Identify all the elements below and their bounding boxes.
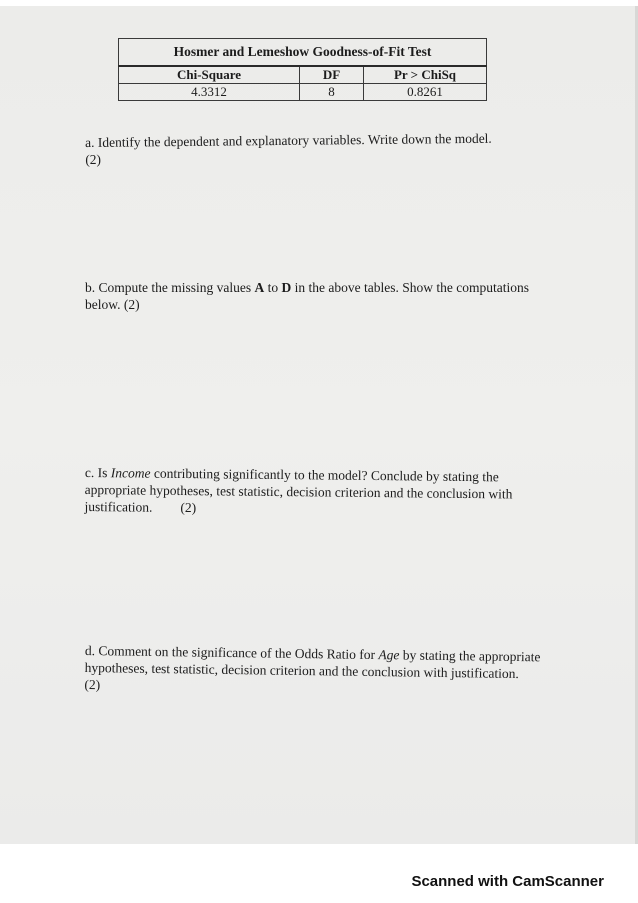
question-d-text-2: by stating the appropriate hypotheses, test statistic, decision criterion and the conclusion with justification. (84, 647, 541, 682)
cell-chi-square: 4.3312 (119, 84, 300, 101)
cell-p-value: 0.8261 (364, 84, 487, 101)
question-b-mark: (2) (123, 297, 140, 312)
table-header-row (119, 66, 487, 84)
question-b (85, 279, 555, 313)
question-d-mark: (2) (84, 676, 101, 693)
question-d (84, 642, 555, 700)
question-a-text: a. Identify the dependent and explanatory variables. Write down the model. (85, 130, 492, 150)
question-c-text-1: c. Is (84, 464, 111, 481)
table-title: Hosmer and Lemeshow Goodness-of-Fit Test (119, 39, 487, 67)
question-d-italic: Age (378, 647, 400, 663)
scanned-page (0, 6, 638, 844)
header-chi-square: Chi-Square (119, 66, 300, 84)
header-df: DF (300, 66, 364, 84)
question-b-text-2: to (264, 280, 282, 295)
camscanner-watermark: Scanned with CamScanner (411, 873, 604, 890)
question-b-text-3: in the above tables. Show the computations below. (85, 280, 529, 312)
question-b-text-1: b. Compute the missing values (85, 280, 255, 295)
question-c-text-2: contributing significantly to the model? Conclude by stating the appropriate hypotheses, test statistic, decision criterion and the conclusion with justification. (84, 465, 513, 515)
question-c-italic: Income (110, 465, 151, 481)
table-row (119, 84, 487, 101)
cell-df: 8 (300, 84, 364, 101)
question-a (85, 129, 555, 168)
question-c-mark: (2) (180, 500, 197, 516)
question-c (84, 464, 555, 520)
question-d-text-1: d. Comment on the significance of the Odds Ratio for (84, 642, 379, 663)
header-p-value: Pr > ChiSq (364, 66, 487, 84)
question-b-bold-d: D (281, 280, 292, 295)
question-b-bold-a: A (254, 280, 265, 295)
question-a-mark: (2) (85, 151, 102, 167)
footer (0, 844, 638, 903)
goodness-of-fit-table (118, 38, 487, 101)
